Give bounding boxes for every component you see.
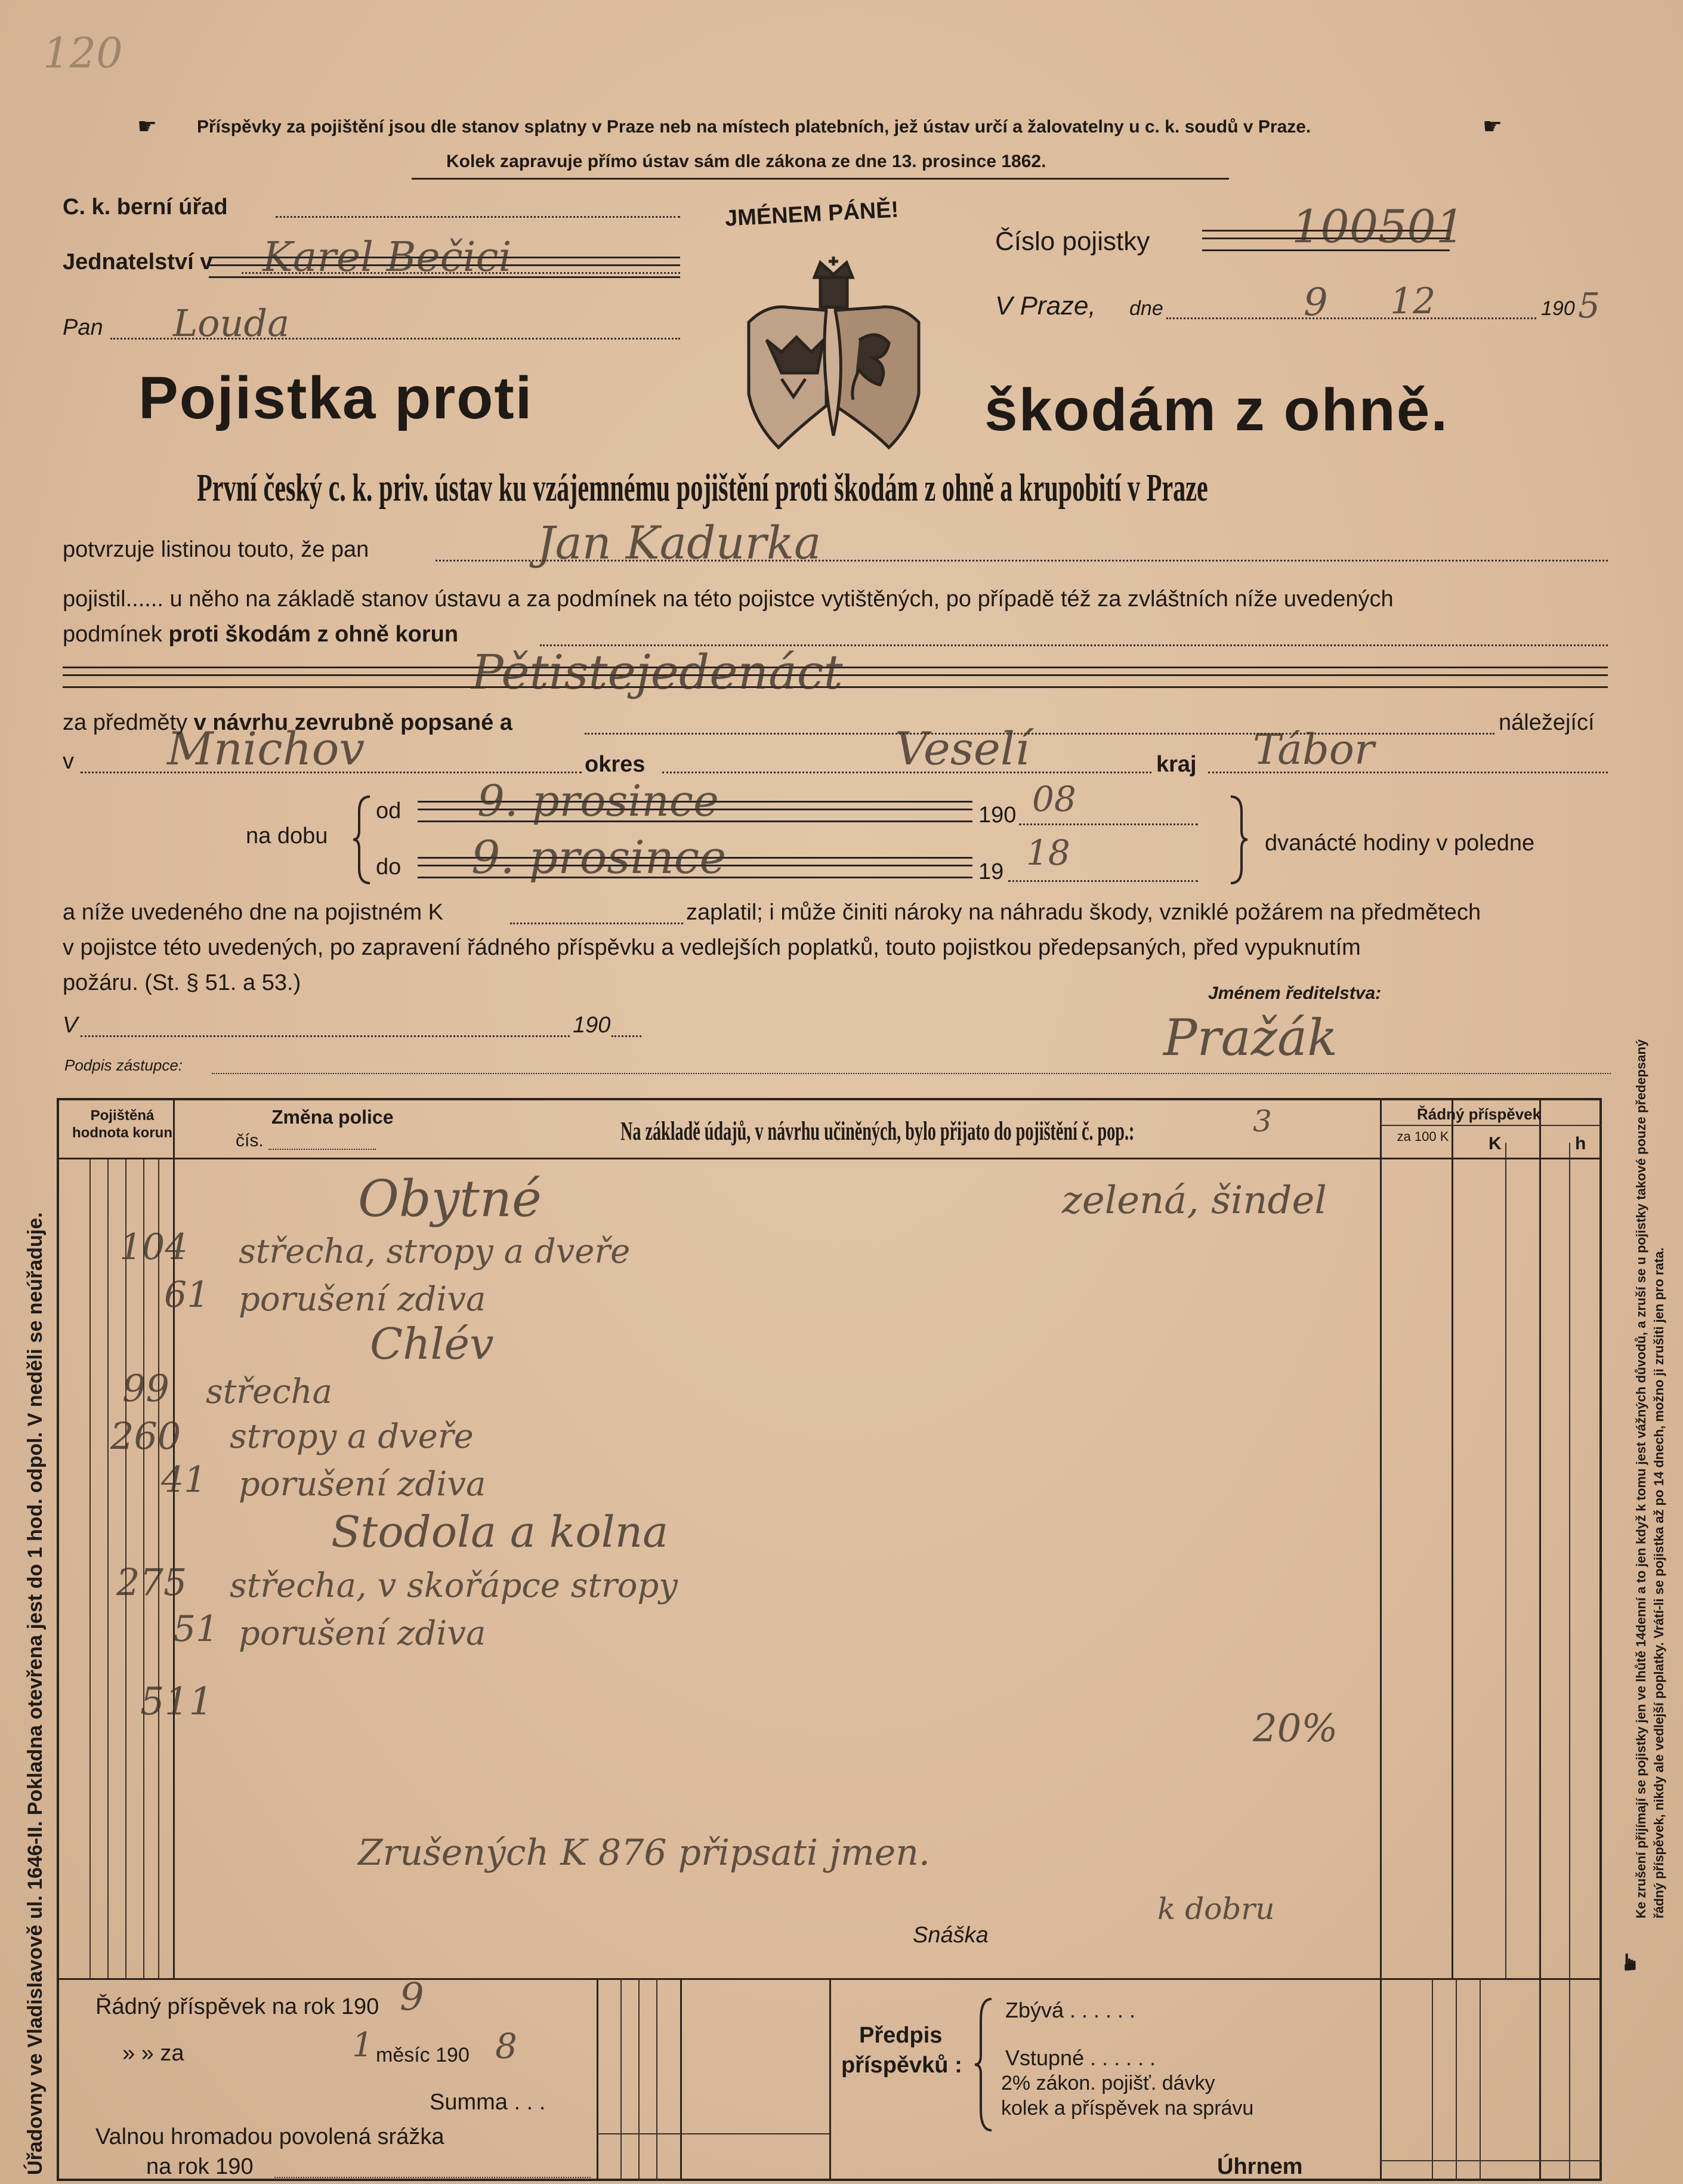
row-7-text: Stodola a kolna	[331, 1507, 668, 1557]
kolek-label: kolek a příspěvek na správu	[1001, 2097, 1254, 2120]
footer-thin-7	[1569, 1978, 1570, 2181]
berni-urad-label: C. k. berní úřad	[63, 195, 228, 220]
dvanacte-text: dvanácté hodiny v poledne	[1265, 831, 1535, 856]
premium-field[interactable]	[510, 923, 683, 924]
v-handwriting: Mnichov	[167, 722, 365, 775]
v2-year-field[interactable]	[612, 1035, 641, 1037]
left-margin-text: Úřadovny ve Vladislavově ul. 1646-II. Pokladna otevřena jest do 1 hod. odpol. V neděli se neúřaduje.	[24, 1212, 47, 2175]
title-right: škodám z ohně.	[984, 377, 1449, 443]
col-thin-2	[1569, 1143, 1570, 1978]
predmety-prefix: za předměty	[63, 710, 188, 735]
col-divider-za	[1452, 1098, 1453, 1978]
mesic-handwriting: 8	[495, 2026, 517, 2066]
col-divider-k	[1539, 1098, 1541, 1978]
col-hodnota-header: Pojištěná hodnota korun	[72, 1108, 172, 1141]
kraj-label: kraj	[1156, 752, 1197, 777]
notice-underline	[412, 178, 1229, 180]
do-year-prefix: 19	[978, 859, 1004, 884]
col-zmena-header: Změna police	[271, 1106, 394, 1128]
table-header-underline	[57, 1158, 1602, 1159]
notice-line-1: Příspěvky za pojištění jsou dle stanov splatny v Praze neb na místech platebních, jež ústav určí a žalovatelny u c. k. soudů v Praze.	[197, 117, 1311, 137]
od-year-prefix: 190	[978, 803, 1017, 828]
zakon-label: 2% zákon. pojišť. dávky	[1001, 2072, 1215, 2094]
okres-label: okres	[585, 752, 646, 777]
za-mesic-quotes: » » za	[122, 2041, 184, 2066]
v-pojistce-text: v pojistce této uvedených, po zapravení řádného příspěvku a vedlejších poplatků, touto pojistkou předepsaných, před vypuknutím	[63, 935, 1361, 960]
col-radny-header: Řádný příspěvek	[1417, 1105, 1542, 1123]
date-day-handwriting: 9	[1304, 280, 1328, 325]
pointer-left-icon: ☛	[137, 114, 158, 138]
cislo-pojistky-label: Číslo pojistky	[995, 227, 1150, 256]
nize-text-a: a níže uvedeného dne na pojistném K	[63, 900, 444, 925]
na-rok-label: na rok 190	[146, 2154, 254, 2179]
jmenem-reditelstva: Jménem ředitelstva:	[1208, 983, 1382, 1003]
col-cis-header: čís.	[236, 1131, 264, 1150]
predpis-label: Předpis	[859, 2023, 943, 2048]
do-handwriting: 9. prosince	[471, 831, 727, 884]
footer-div-1	[597, 1978, 598, 2181]
podpis-zastupce: Podpis zástupce:	[64, 1056, 183, 1074]
na-rok-field[interactable]	[274, 2177, 591, 2178]
row-11-text: Zrušených K 876 připsati jmen.	[358, 1832, 931, 1874]
right-pointer-icon: ☛	[1617, 1951, 1644, 1973]
col-za-header: za 100 K	[1397, 1129, 1449, 1144]
snaska-label: Snáška	[913, 1923, 989, 1948]
pointer-right-icon: ☛	[1483, 114, 1503, 138]
okres-handwriting: Veselí	[895, 722, 1030, 775]
pan-handwriting: Louda	[173, 301, 290, 345]
row-6-text: porušení zdiva	[239, 1465, 486, 1504]
footer-div-4	[1380, 1978, 1382, 2181]
footer-summa-line	[597, 2133, 829, 2134]
radny-underline	[1380, 1125, 1602, 1126]
radny-rok-handwriting: 9	[400, 1975, 424, 2019]
od-handwriting: 9. prosince	[477, 776, 719, 826]
do-year-handwriting: 18	[1026, 832, 1070, 873]
col-k-header: K	[1489, 1134, 1502, 1153]
date-month-handwriting: 12	[1390, 280, 1436, 322]
pozaru-text: požáru. (St. § 51. a 53.)	[63, 970, 301, 995]
institute-name: První český c. k. priv. ústav ku vzájemnému pojištění proti škodám z ohně a krupobití v Praze	[197, 466, 1208, 510]
od-year-field[interactable]	[1019, 823, 1198, 825]
zbyva-label: Zbývá . . . . . .	[1005, 1998, 1136, 2022]
row-4-value: 99	[122, 1366, 169, 1410]
amount-handwriting: Pětistejedenáct	[471, 644, 843, 700]
row-8-text: střecha, v skořápce stropy	[230, 1566, 678, 1605]
row-11-extra: k dobru	[1157, 1892, 1275, 1926]
col-thin-1	[1505, 1143, 1506, 1978]
row-9-value: 51	[173, 1608, 219, 1650]
footer-brace-icon	[972, 1996, 996, 2133]
podminek-prefix: podmínek	[63, 622, 162, 647]
pan-label: Pan	[63, 315, 103, 340]
cislo-pojistky-handwriting: 100501	[1292, 200, 1465, 253]
pop-handwriting: 3	[1253, 1104, 1272, 1139]
right-brace-icon	[1226, 794, 1250, 886]
row-4-text: střecha	[206, 1372, 332, 1411]
footer-div-5	[1539, 1978, 1541, 2181]
pojistil-text: pojistil...... u něho na základě stanov ústavu a za podmínek na této pojistce vytištěných, po případě též za zvláštních níže uvedených	[63, 587, 1394, 612]
jednatelstvi-label: Jednatelství v	[63, 249, 213, 274]
potvrzuje-text: potvrzuje listinou touto, že pan	[63, 537, 369, 562]
row-0-text: Obytné	[358, 1170, 542, 1228]
podpis-field[interactable]	[212, 1073, 1611, 1074]
notice-line-2: Kolek zapravuje přímo ústav sám dle zákona ze dne 13. prosince 1862.	[446, 152, 1046, 171]
footer-thin-3	[656, 1978, 657, 2181]
v2-field[interactable]	[81, 1035, 570, 1037]
pan-name-handwriting: Jan Kadurka	[537, 516, 822, 569]
coat-of-arms-icon	[731, 251, 937, 456]
row-9-text: porušení zdiva	[239, 1614, 486, 1653]
row-3-text: Chlév	[370, 1319, 494, 1369]
podminek-text	[63, 622, 458, 647]
v-praze-label: V Praze,	[995, 291, 1096, 320]
row-6-value: 41	[161, 1459, 207, 1501]
do-label: do	[376, 855, 402, 880]
footer-thin-5	[1456, 1978, 1457, 2181]
kraj-handwriting: Tábor	[1253, 725, 1375, 774]
predmety-bold: v návrhu zevrubně popsané a	[193, 710, 512, 735]
date-field[interactable]	[1166, 317, 1536, 319]
jmenem-pane: JMÉNEM PÁNĚ!	[724, 197, 900, 232]
value-thin-1	[89, 1158, 91, 1978]
mesic-label: měsíc 190	[376, 2044, 470, 2066]
prispevku-label: příspěvků :	[841, 2053, 962, 2078]
na-dobu-label: na dobu	[246, 823, 328, 849]
row-5-text: stropy a dveře	[230, 1417, 474, 1456]
value-thin-2	[107, 1158, 109, 1978]
do-year-field[interactable]	[1008, 880, 1198, 882]
v2-label: V	[63, 1013, 78, 1038]
footer-thin-6	[1480, 1978, 1481, 2181]
col-h-header: h	[1575, 1134, 1586, 1153]
summa-label: Summa . . .	[430, 2090, 546, 2115]
right-margin-text-2: řádný příspěvek, nikdy ale vedlejší poplatky. Vrátí-li se pojistka až po 14 dnech, možno ji zrušiti jen pro rata.	[1651, 1247, 1666, 1918]
row-8-value: 275	[116, 1560, 187, 1604]
row-10-extra: 20%	[1253, 1707, 1338, 1751]
valnou-label: Valnou hromadou povolená srážka	[95, 2124, 444, 2149]
dne-label: dne	[1129, 297, 1163, 320]
berni-urad-field[interactable]	[276, 216, 680, 218]
footer-thin-4	[1432, 1978, 1433, 2181]
year-190c: 190	[573, 1013, 611, 1038]
uhrnem-label: Úhrnem	[1217, 2154, 1303, 2179]
row-2-text: porušení zdiva	[239, 1280, 486, 1319]
row-5-value: 260	[110, 1414, 181, 1458]
nize-text-b: zaplatil; i může činiti nároky na náhradu škody, vzniklé požárem na předmětech	[686, 900, 1481, 925]
footer-div-3	[829, 1978, 831, 2181]
od-label: od	[376, 798, 402, 823]
director-signature: Pražák	[1163, 1008, 1338, 1067]
row-1-value: 104	[119, 1226, 188, 1268]
footer-thin-2	[638, 1978, 640, 2181]
radny-rok: Řádný příspěvek na rok 190	[95, 1994, 379, 2019]
v-label: v	[63, 749, 74, 774]
od-year-handwriting: 08	[1032, 779, 1076, 819]
row-1-text: střecha, stropy a dveře	[239, 1232, 631, 1271]
corner-number: 120	[43, 29, 123, 78]
row-0-extra: zelená, šindel	[1062, 1179, 1327, 1223]
title-left: Pojistka proti	[138, 365, 533, 431]
year-prefix: 190	[1541, 297, 1575, 320]
left-brace-icon	[352, 794, 376, 886]
za-handwriting: 1	[352, 2026, 373, 2065]
footer-uhrnem-line	[1380, 2160, 1602, 2161]
year-handwriting: 5	[1578, 285, 1600, 326]
footer-thin-1	[620, 1978, 622, 2181]
jednatelstvi-handwriting: Karel Bečici	[263, 234, 512, 281]
footer-div-2	[680, 1978, 682, 2181]
right-margin-text-1: Ke zrušení přijímají se pojistky jen ve lhůtě 14denní a to jen když k tomu jest vážných důvodů, a zruší se u pojistky takové pouze předepsaný	[1633, 1039, 1648, 1918]
cis-field[interactable]	[268, 1149, 376, 1150]
row-2-value: 61	[164, 1274, 210, 1316]
podminek-bold: proti škodám z ohně korun	[168, 622, 459, 647]
col-desc-header: Na základě údajů, v návrhu učiněných, bylo přijato do pojištění č. pop.:	[620, 1116, 1135, 1146]
vstupne-label: Vstupné . . . . . .	[1005, 2046, 1156, 2070]
nalezejici-text: náležející	[1499, 710, 1595, 735]
row-10-value: 511	[140, 1680, 214, 1724]
col-divider-desc	[1380, 1098, 1382, 1978]
